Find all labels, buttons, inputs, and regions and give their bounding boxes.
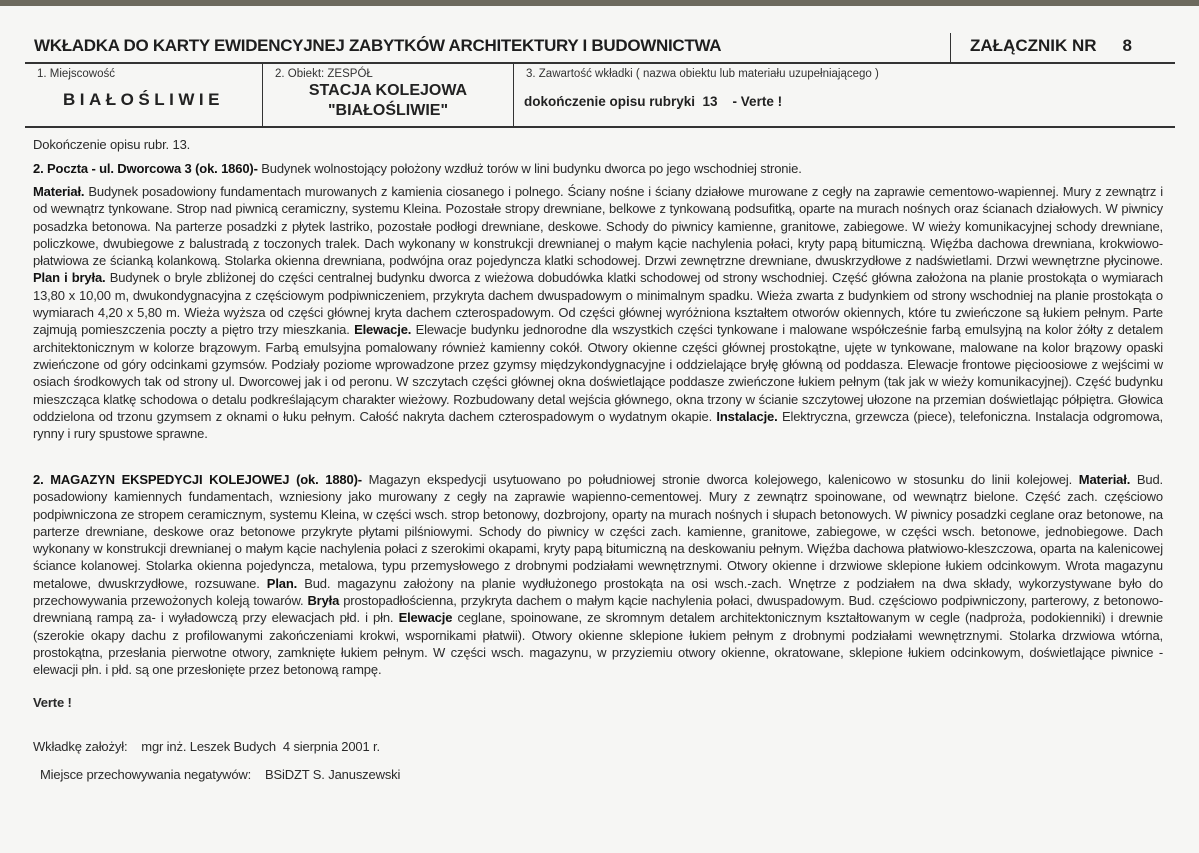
intro-text: Dokończenie opisu rubr. 13. — [33, 137, 191, 152]
place-label: 1. Miejscowość — [37, 68, 115, 80]
paragraph-magazyn — [33, 471, 1163, 679]
section-heading: 2. Poczta - ul. Dworcowa 3 (ok. 1860)- — [33, 161, 262, 176]
section-heading: Elewacje. — [354, 322, 416, 338]
divider — [25, 126, 1175, 128]
section-text: Bud. magazynu założony na planie wydłużonego prostokąta na osi wsch.-zach. Wnętrze z podziałem na dwa składy, wykorzystywane było do przechowywania przewożonych koleją towarów. — [33, 575, 1164, 609]
author-line — [33, 738, 1163, 755]
verte-note: Verte ! — [33, 695, 72, 710]
content-label: 3. Zawartość wkładki ( nazwa obiektu lub materiału uzupełniającego ) — [526, 68, 879, 80]
content-value: dokończenie opisu rubryki 13 - Verte ! — [524, 94, 783, 109]
paragraph-poczta-details — [33, 183, 1163, 442]
paragraph-poczta — [33, 160, 1163, 177]
author-value: mgr inż. Leszek Budych 4 sierpnia 2001 r. — [141, 739, 380, 754]
scan-edge — [0, 0, 1199, 6]
section-heading: Plan. — [266, 575, 305, 591]
document-title: WKŁADKA DO KARTY EWIDENCYJNEJ ZABYTKÓW ARCHITEKTURY I BUDOWNICTWA — [34, 36, 722, 55]
storage-value: BSiDZT S. Januszewski — [264, 767, 401, 782]
author-label: Wkładkę założył: — [33, 739, 128, 754]
section-heading: Elewacje — [398, 610, 458, 626]
section-text: ceglane, spoinowane, ze skromnym detalem architektonicznym kształtowanym w cegle (nadproża, podokienniki) i drewnie (szerokie okapy dachu z profilowanymi zakończeniami krokwi, wspornikami płatwii). Otwory okienne sklepione łukiem pełnym z drobnymi podziałami wewnętrznymi. Stolarka drzwiowa wtórna, prostokątna, przesłania pierwotne otwory, zamknięte łukiem pełnym. W części wsch. magazynu, w przyziemiu otwory okienne, okratowane, sklepione łukiem odcinkowym, doświetlające piwnice - elewacji płn. i płd. są one przesłonięte przez betonową rampę. — [33, 610, 1164, 678]
object-field — [263, 64, 514, 126]
annex-label: ZAŁĄCZNIK NR — [970, 36, 1097, 55]
section-heading: Materiał. — [33, 184, 89, 199]
storage-line — [40, 766, 1170, 783]
object-value-1: STACJA KOLEJOWA — [308, 82, 468, 99]
section-heading: Instalacje. — [716, 408, 782, 424]
object-value-2: "BIAŁOŚLIWIE" — [327, 102, 449, 119]
object-label: 2. Obiekt: ZESPÓŁ — [275, 68, 373, 80]
annex-value: 8 — [1122, 36, 1133, 55]
divider — [950, 33, 951, 62]
section-text: Budynek o bryle zbliżonej do części centralnej budynku dworca z wieżowa dobudówka klatki schodowej od strony wschodniej. Część główna założona na planie prostokąta o wymiarach 13,80 x 10,00 m, dwukondygnacyjna z częściowym podpiwniczeniem, przykryta dachem dwuspadowym o minimalnym spadku. Wieża zwarta z budynkiem od strony wschodniej na planie prostokąta o wymiarach 4,20 x 5,80 m. Wieża wyższa od części głównej kryta dachem czterospadowym. Od części głównej wyróżniona kształtem otworów okiennych, które tu zwieńczone są łukiem pełnym. Parte zajmują pomieszczenia poczty a piętro trzy mieszkania. — [33, 270, 1163, 338]
content-field — [514, 64, 1174, 126]
section-text: Magazyn ekspedycji usytuowano po południowej stronie dworca kolejowego, kalenicowo w stosunku do linii kolejowej. — [368, 472, 1079, 487]
place-value: BIAŁOŚLIWIE — [63, 90, 224, 109]
section-heading: Plan i bryła. — [33, 270, 110, 286]
section-heading: 2. MAGAZYN EKSPEDYCJI KOLEJOWEJ (ok. 1880)- — [33, 472, 369, 487]
place-field — [25, 64, 263, 126]
section-heading: Materiał. — [1078, 472, 1137, 487]
section-text: Budynek wolnostojący położony wzdłuż torów w lini budynku dworca po jego wschodniej stronie. — [261, 161, 802, 176]
section-text: Budynek posadowiony fundamentach murowanych z kamienia ciosanego i polnego. Ściany nośne i ściany działowe murowane z cegły na zaprawie cementowo-wapiennej. Mury z zewnątrz i od wewnątrz tynkowane. Strop nad piwnicą ceramiczny, systemu Kleina. Pozostałe stropy drewniane, belkowe z tynkowaną podsufitką, oparte na murach nośnych oraz ścianach działowych. W piwnicy posadzka betonowa. Na parterze posadzki z płytek lastriko, pozostałe podłogi drewniane, deskowe. Schody do piwnicy kamienne, granitowe, zabiegowe. W wieży komunikacyjnej schody drewniane, policzkowe, dwubiegowe z balustradą z toczonych tralek. Dach wykonany w konstrukcji drewnianej o małym kącie nachylenia połaci, kryty papą bitumiczną. Więźba dachowa drewniana, krokwiowo-płatwiowa ze ścianką kolankową. Stolarka okienna drewniana, podwójna oraz pojedyncza klatki schodowej. Drzwi zewnętrzne drewniane, dwuskrzydłowe z nadświetlami. Drzwi wewnętrzne płycinowe. — [33, 184, 1163, 269]
section-text: Elewacje budynku jednorodne dla wszystkich części tynkowane i malowane współcześnie farbą emulsyjną na kolor żółty z detalem architektonicznym w kolorze brązowym. Farbą emulsyjna pomalowany również kamienny cokół. Otwory okienne części głównej prostokątne, ujęte w tynkowane, malowane na kolor brązowy opaski zwieńczone od góry odcinkami gzymsów. Podziały poziome wprowadzone przez gzymsy międzykondygnacyjne i oddzielające bryłę główną od poddasza. Elewacje frontowe pięcioosiowe z wejścimi w osiach środkowych tak od strony ul. Dworcowej jak i od peronu. W szczytach części głównej okna doświetlające poddasze zwieńczone łukiem pełnym (tak jak w wieży komunikacyjnej). Część budynku mieszcząca klatkę schodowa o detalu podkreślającym charakter wieżowy. Rozbudowany detal wejścia głównego, okna trzony w ścianie szczytowej ułozone na przemian doświetlając półpiętra. Głowica oddzielona od trzonu gzymsem z oknami o łuku pełnym. Całość nakryta dachem czterospadowym o wydatnym okapie. — [33, 322, 1164, 424]
storage-label: Miejsce przechowywania negatywów: — [40, 767, 252, 782]
section-text: prostopadłościenna, przykryta dachem o małym kącie nachylenia połaci, dwuspadowym. Bud. częściowo podpiwniczony, parterowy, z betonowo-drewnianą rampą za- i wyładowczą przy elewacjach płd. i płn. — [33, 593, 1163, 626]
section-heading: Bryła — [307, 593, 344, 609]
annex-number — [970, 36, 1132, 56]
section-text: Bud. posadowiony kamiennych fundamentach, wzniesiony jako murowany z cegły na zaprawie wapienno-cementowej. Mury z zewnątrz spoinowane, od wewnątrz bielone. Część zach. częściowo podpiwniczona ze stropem ceramicznym, systemu Kleina, w części wsch. strop betonowy, dozbrojony, oparty na murach nośnych i słupach betonowych. W piwnicy posadzki ceglane oraz betonowe, na parterze drewniane, deskowe oraz betonowe przykryte płytami pilśniowymi. Schody do piwnicy w części zach. kamienne, granitowe, zabiegowe, w części wsch. betonowe, jednobiegowe. Dach wykonany w konstrukcji drewnianej o małym kącie nachylenia połaci z szerokimi okapami, kryty papą bitumiczną na deskowaniu pełnym. Więźba dachowa płatwiowo-kleszczowa, oparta na kalenicowej ściance kolanowej. Stolarka okienna pojedyncza, metalowa, typu przemysłowego z drobnymi podziałami wewnętrznymi. Otwory okienne i drzwiowe sklepione łukiem odcinkowym. Wrota magazynu metalowe, dwuskrzydłowe, rozsuwane. — [33, 472, 1163, 591]
section-text: Elektryczna, grzewcza (piece), telefoniczna. Instalacja odgromowa, rynny i rury spustowe sprawne. — [33, 408, 1163, 442]
